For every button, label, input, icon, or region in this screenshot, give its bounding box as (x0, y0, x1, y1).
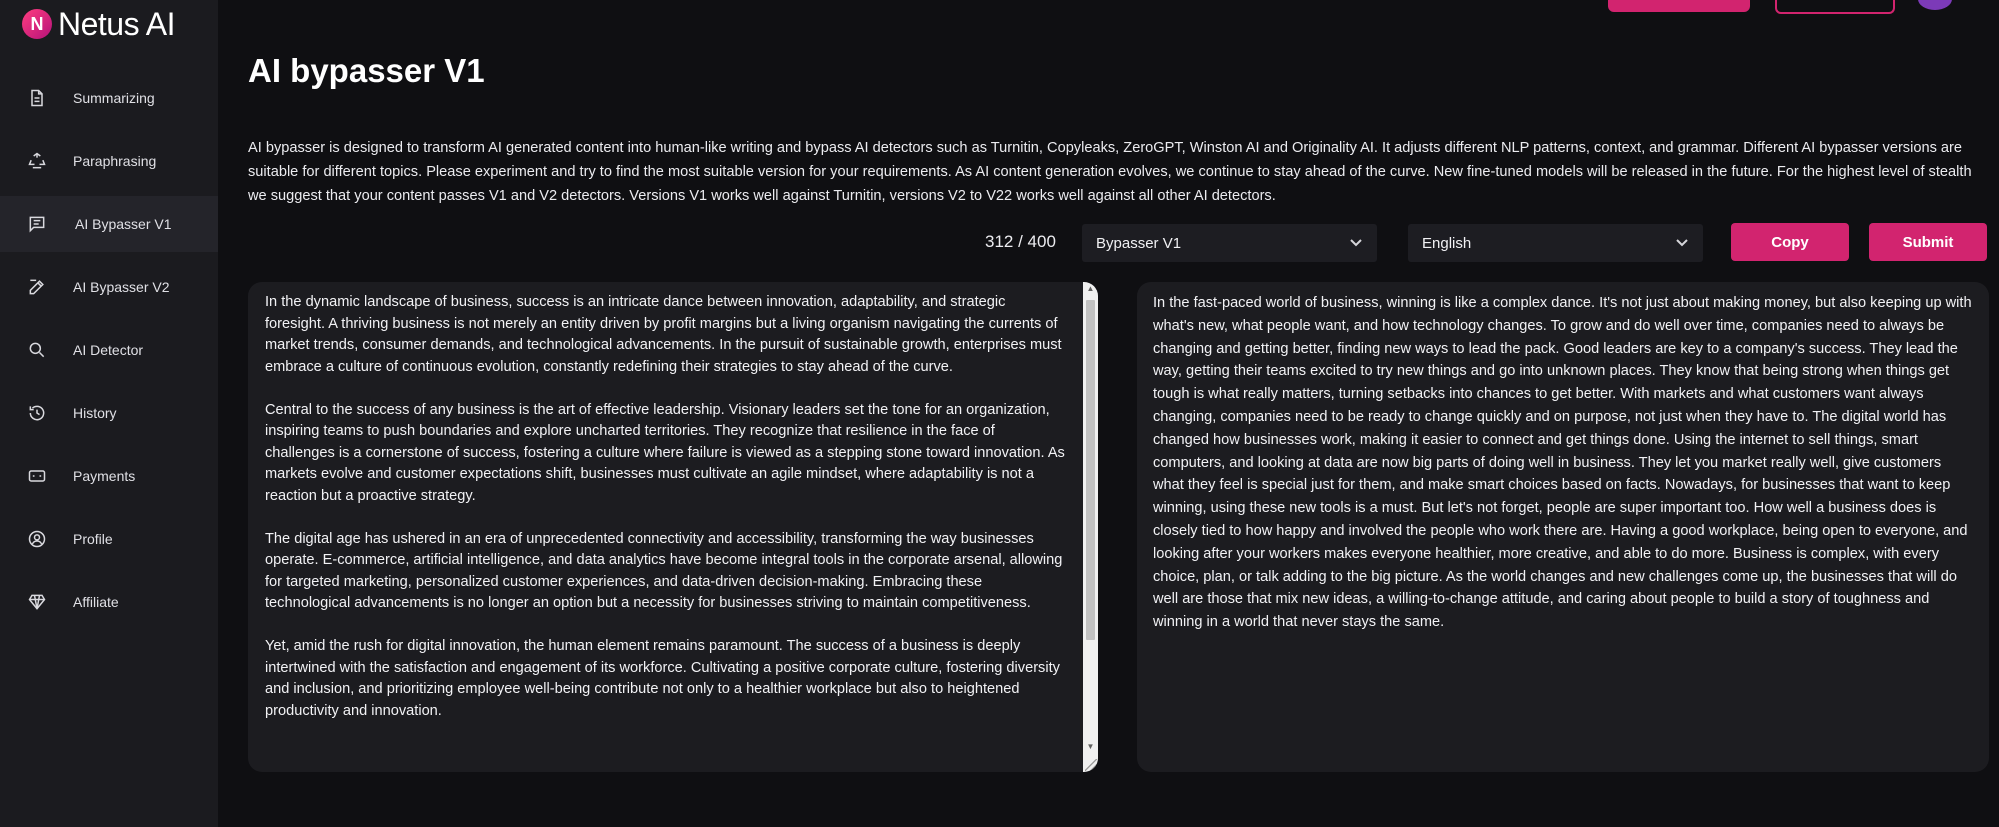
sidebar-item-ai-detector[interactable] (0, 322, 218, 378)
profile-icon (26, 528, 48, 550)
language-select[interactable] (1408, 224, 1703, 262)
payment-icon (26, 465, 48, 487)
document-icon (26, 87, 48, 109)
submit-button[interactable]: Submit (1869, 223, 1987, 261)
chevron-down-icon (1675, 235, 1689, 249)
app-name: Netus AI (58, 5, 175, 42)
sidebar-item-ai-bypasser-v1[interactable] (0, 196, 218, 252)
sidebar-item-history[interactable] (0, 385, 218, 441)
scroll-up-icon[interactable]: ▲ (1086, 284, 1095, 293)
sidebar-item-label: History (73, 405, 117, 421)
history-icon (26, 402, 48, 424)
sidebar-item-label: Summarizing (73, 90, 155, 106)
sidebar-item-payments[interactable] (0, 448, 218, 504)
sidebar-item-label: AI Bypasser V2 (73, 279, 170, 295)
upgrade-button[interactable] (1608, 0, 1750, 12)
chevron-down-icon (1349, 235, 1363, 249)
sidebar-item-paraphrasing[interactable] (0, 133, 218, 189)
avatar[interactable] (1918, 0, 1952, 10)
input-text[interactable]: In the dynamic landscape of business, success is an intricate dance between innovation, adaptability, and strategic foresight. A thriving business is not merely an entity driven by profit margins but a living organism navigating the currents of market trends, consumer demands, and technological advancements. In the pursuit of sustainable growth, enterprises must embrace a culture of continuous evolution, constantly redefining their strategies to stay ahead of the curve. Central to the success of any business is the art of effective leadership. Visionary leaders set the tone for an organization, inspiring teams to push boundaries and explore uncharted territories. They recognize that resilience in the face of challenges is a cornerstone of success, fostering a culture where failure is viewed as a stepping stone toward innovation. As markets evolve and customer expectations shift, businesses must cultivate an agile mindset, where adaptability is not a reaction but a proactive strategy. The digital age has ushered in an era of unprecedented connectivity and accessibility, transforming the way businesses operate. E-commerce, artificial intelligence, and data analytics have become integral tools in the corporate arsenal, allowing for targeted marketing, personalized customer experiences, and data-driven decision-making. Embracing these technological advancements is no longer an option but a necessity for businesses striving to maintain competitiveness. Yet, amid the rush for digital innovation, the human element remains paramount. The success of a business is deeply intertwined with the satisfaction and engagement of its workforce. Cultivating a positive corporate culture, fostering diversity and inclusion, and prioritizing employee well-being contribute not only to a healthier workplace but also to heightened productivity and innovation. (265, 294, 1065, 719)
sidebar-item-label: Profile (73, 531, 113, 547)
resize-grip-icon[interactable] (1085, 759, 1097, 771)
copy-button[interactable]: Copy (1731, 223, 1849, 261)
recycle-icon (26, 150, 48, 172)
output-text: In the fast-paced world of business, winning is like a complex dance. It's not just about making money, but also keeping up with what's new, what people want, and how technology changes. To grow and do well over time, companies need to always be changing and getting better, finding new ways to lead the pack. Good leaders are key to a company's success. They lead the way, getting their teams excited to try new things and go into unknown places. They know that being strong when things get tough is what really matters, turning setbacks into chances to get better. With markets and what customers want always changing, companies need to be ready to change quickly and on purpose, not just when they have to. The digital world has changed how businesses work, making it easier to connect and get things done. Using the internet to sell things, smart computers, and looking at data are now big parts of doing well in business. They let you market really well, give customers what they feel is special just for them, and make smart choices based on facts. Nowadays, for businesses that want to keep winning, using these new tools is a must. But let's not forget, people are super important too. How well a business does is closely tied to how happy and involved the people who work there are. Having a good workplace, being open to everyone, and looking after your workers makes everyone healthier, more creative, and able to do more. Business is complex, with every choice, plan, or talk adding to the big picture. As the world changes and new challenges come up, the businesses that will do well are those that mix new ideas, a willing-to-change attitude, and caring about people to build a story of toughness and winning in a world that never stays the same. (1153, 295, 1976, 631)
input-textarea[interactable] (248, 282, 1098, 772)
logo-icon: N (22, 9, 52, 39)
input-scrollbar[interactable] (1083, 282, 1098, 772)
output-panel (1137, 282, 1989, 772)
bypasser-version-value: Bypasser V1 (1096, 234, 1182, 252)
scrollbar-thumb[interactable] (1086, 300, 1095, 640)
sidebar-item-label: Paraphrasing (73, 153, 157, 169)
word-counter: 312 / 400 (985, 232, 1056, 251)
chat-icon (26, 213, 48, 235)
sidebar-item-affiliate[interactable] (0, 574, 218, 630)
edit-icon (26, 276, 48, 298)
sidebar (0, 0, 218, 827)
sidebar-item-label: Affiliate (73, 594, 119, 610)
bypasser-version-select[interactable] (1082, 224, 1377, 262)
sidebar-item-profile[interactable] (0, 511, 218, 567)
search-icon (26, 339, 48, 361)
diamond-icon (26, 591, 48, 613)
page-description: AI bypasser is designed to transform AI generated content into human-like writing and bypass AI detectors such as Turnitin, Copyleaks, ZeroGPT, Winston AI and Originality AI. It adjusts different NLP patterns, context, and grammar. Different AI bypasser versions are suitable for different topics. Please experiment and try to find the most suitable version for your requirements. As AI content generation evolves, we continue to stay ahead of the curve. New fine-tuned models will be released in the future. For the highest level of stealth we suggest that your content passes V1 and V2 detectors. Versions V1 works well against Turnitin, versions V2 to V22 works well against all other AI detectors. (248, 140, 1972, 204)
page-title: AI bypasser V1 (248, 52, 485, 89)
sidebar-item-summarizing[interactable] (0, 70, 218, 126)
sidebar-item-label: AI Detector (73, 342, 144, 358)
app-logo[interactable] (22, 4, 175, 44)
sidebar-item-ai-bypasser-v2[interactable] (0, 259, 218, 315)
language-value: English (1422, 234, 1472, 252)
sidebar-item-label: AI Bypasser V1 (75, 216, 172, 232)
sidebar-item-label: Payments (73, 468, 136, 484)
scroll-down-icon[interactable]: ▼ (1086, 742, 1095, 751)
header-outline-button[interactable] (1775, 0, 1895, 14)
